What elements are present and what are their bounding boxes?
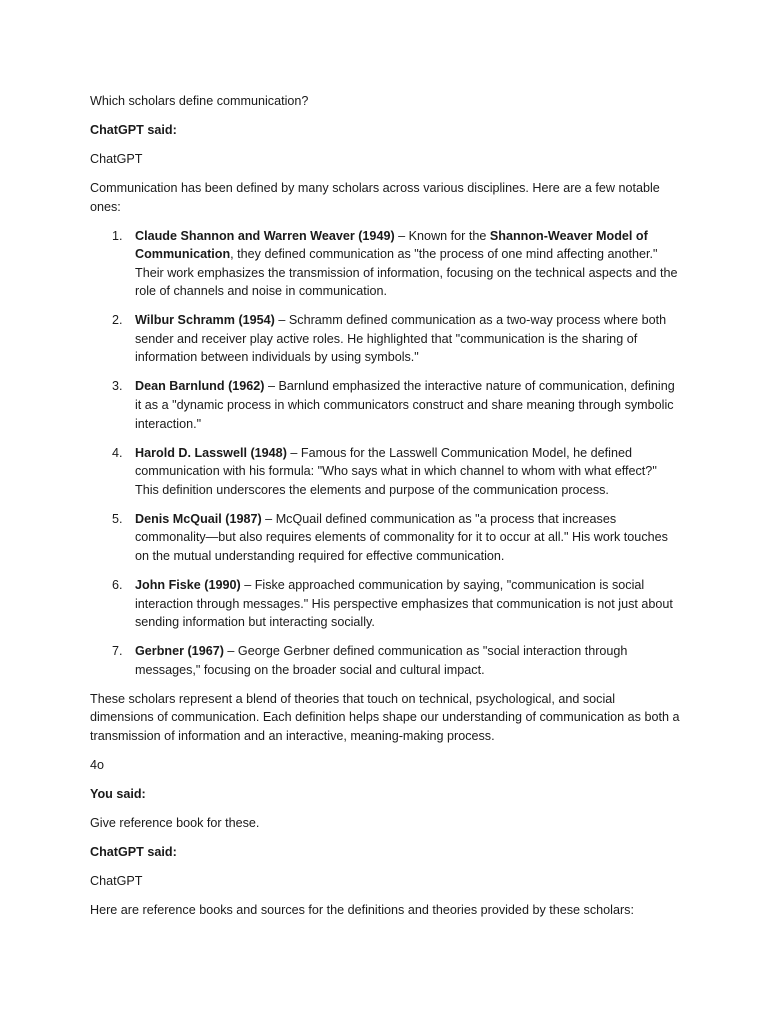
list-item-4 <box>90 444 680 500</box>
scholar-name: Gerbner (1967) <box>135 644 224 659</box>
list-number: 5. <box>112 511 123 526</box>
scholar-name: Harold D. Lasswell (1948) <box>135 445 287 460</box>
list-item-3 <box>90 377 680 433</box>
list-item-1 <box>90 227 680 301</box>
response-summary: These scholars represent a blend of theories that touch on technical, psychological, and social dimensions of communication. Each definition helps shape our understanding of communication as both a transmission of information and an interactive, meaning-making process. <box>90 691 680 743</box>
item-text: – Known for the <box>394 228 490 243</box>
item-text: – Schramm defined communication as a two-way process where both sender and receiver play active roles. He highlighted that "communication is the sharing of information between individuals by using symbols." <box>135 313 667 365</box>
item-text: – Famous for the Lasswell Communication Model, he defined communication with his formula: "Who says what in which channel to whom with what effect?" This definition underscores the elements and purpose of the communication process. <box>135 445 657 497</box>
item-text: – McQuail defined communication as "a process that increases commonality—but also requires elements of commonality for it to occur at all." His work touches on the mutual understanding required for effective communication. <box>135 511 668 563</box>
scholar-name: Dean Barnlund (1962) <box>135 379 265 394</box>
item-text: , they defined communication as "the process of one mind affecting another." Their work emphasizes the transmission of information, focusing on the technical aspects and the role of channels and noise in communication. <box>135 247 678 299</box>
user-question: Which scholars define communication? <box>90 94 309 108</box>
list-number: 6. <box>112 577 123 592</box>
list-number: 7. <box>112 644 123 659</box>
list-number: 1. <box>112 228 123 243</box>
list-item-5 <box>90 510 680 566</box>
user-speaker-label: You said: <box>90 786 146 801</box>
response-intro: Communication has been defined by many scholars across various disciplines. Here are a few notable ones: <box>90 180 660 214</box>
chatgpt-speaker-label: ChatGPT said: <box>90 122 177 137</box>
chatgpt-name: ChatGPT <box>90 151 143 166</box>
scholar-name: John Fiske (1990) <box>135 577 241 592</box>
user-message: Give reference book for these. <box>90 815 260 830</box>
item-text: – Fiske approached communication by saying, "communication is social interaction through messages." His perspective emphasizes that communication is not just about sending information but interacting socially. <box>135 577 673 630</box>
scholar-name: Denis McQuail (1987) <box>135 511 262 526</box>
model-name: Shannon-Weaver Model of Communication <box>135 228 648 262</box>
chatgpt-speaker-label-2: ChatGPT said: <box>90 844 177 859</box>
list-item-7 <box>90 642 680 679</box>
document-page <box>90 92 680 930</box>
item-text: – Barnlund emphasized the interactive nature of communication, defining it as a "dynamic process in which communicators construct and share meaning through symbolic interaction." <box>135 379 675 431</box>
scholar-name: Claude Shannon and Warren Weaver (1949) <box>135 228 395 243</box>
scholar-list <box>90 227 680 680</box>
model-label: 4o <box>90 757 105 772</box>
list-number: 2. <box>112 313 123 328</box>
list-item-2 <box>90 311 680 367</box>
list-number: 3. <box>112 379 123 394</box>
list-number: 4. <box>112 445 123 460</box>
scholar-name: Wilbur Schramm (1954) <box>135 313 275 328</box>
chatgpt-name-2: ChatGPT <box>90 873 143 888</box>
item-text: – George Gerbner defined communication as "social interaction through messages," focusing on the broader social and cultural impact. <box>135 644 628 677</box>
list-item-6 <box>90 576 680 632</box>
response-intro-2: Here are reference books and sources for the definitions and theories provided by these scholars: <box>90 902 634 917</box>
